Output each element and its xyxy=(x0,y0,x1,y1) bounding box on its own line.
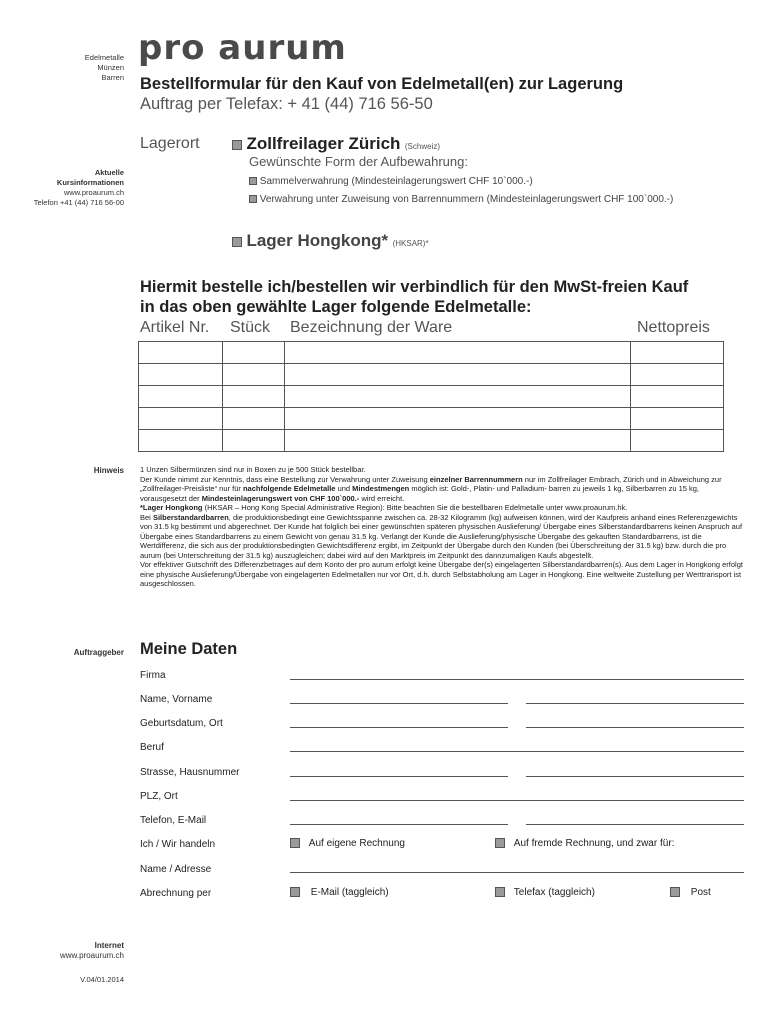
price-cell[interactable] xyxy=(631,364,724,386)
hinweis-label: Hinweis xyxy=(93,466,124,475)
article-cell[interactable] xyxy=(139,408,223,430)
field-street-input-1[interactable] xyxy=(290,776,508,777)
billing-email-checkbox[interactable] xyxy=(290,887,300,897)
field-birth-input-2[interactable] xyxy=(526,727,744,728)
field-phone-input-1[interactable] xyxy=(290,824,508,825)
storage-form-question: Gewünschte Form der Aufbewahrung: xyxy=(249,154,468,169)
field-name-input-1[interactable] xyxy=(290,703,508,704)
acting-other-checkbox[interactable] xyxy=(495,838,505,848)
order-heading-line-2: in das oben gewählte Lager folgende Edelmetalle: xyxy=(140,298,532,316)
rate-info-phone: Telefon +41 (44) 716 56-00 xyxy=(33,198,124,207)
sidebar-internet xyxy=(60,941,124,961)
billing-fax-option[interactable] xyxy=(495,887,595,898)
field-phone-label: Telefon, E-Mail xyxy=(140,815,207,826)
order-heading xyxy=(140,277,688,317)
article-cell[interactable] xyxy=(139,364,223,386)
field-company-input[interactable] xyxy=(290,679,744,680)
acting-own-checkbox[interactable] xyxy=(290,838,300,848)
quantity-cell[interactable] xyxy=(223,430,285,452)
article-cell[interactable] xyxy=(139,342,223,364)
field-occupation-label: Beruf xyxy=(140,742,164,753)
table-row xyxy=(139,342,724,364)
note-transfer: Vor effektiver Gutschrift des Differenzbetrages auf dem Konto der pro aurum erfolgt keine Übergabe der(s) eingelagerten Silberstandardbarren(s). Aus dem Lager in Hongkong erfolgt eine physische Auslieferung/Übergabe von eingelagerten Edelmetallen nur vor Ort, d.h. durch Selbstabholung am Lager in Hongkong. Eine weltweite Zustellung per Werttransport ist ausgeschlossen. xyxy=(140,560,743,588)
sidebar-rate-info xyxy=(34,168,124,208)
field-birth-input-1[interactable] xyxy=(290,727,508,728)
internet-label: Internet xyxy=(94,941,124,950)
sammelverwahrung-option[interactable] xyxy=(249,176,533,187)
note-silver-standard-bars: Bei Silberstandardbarren, die produktionsbedingt eine Gewichtsspanne zwischen ca. 28-32 Kilogramm (kg) aufweisen können, wird der Kaufpreis anhand eines Referenzgewichts von 31.5 kg bestimmt und abgerechnet. Der Kunde hat folglich bei einer gewünschten späteren physischen Auslieferung/ Übergabe eines Silberstandardbarrens keinen Anspruch auf Übergabe eines Standardbarrens zu einem Gewicht von genau 31.5 kg. Verlangt der Kunde die Auslieferung/physische Übergabe des gekauften Standardbarrens, ist die Wertdifferenz, die sich aus der produktionsbedingten Gewichtsdifferenz ergibt, im Zeitpunkt der Übergabe durch den Kunden (bei Überschreitung der 31.5 kg) bzw. durch die pro aurum (bei Unterschreitung der 31.5 kg) auszugleichen; dabei wird auf den Marktpreis im Zeitpunkt des dannzumaligen Kaufs abgestellt. xyxy=(140,512,743,560)
field-billing-label: Abrechnung per xyxy=(140,888,212,899)
field-name-address-input[interactable] xyxy=(290,872,744,873)
rate-info-title-1: Aktuelle xyxy=(94,168,124,177)
description-cell[interactable] xyxy=(285,430,631,452)
sammelverwahrung-checkbox[interactable] xyxy=(249,177,257,185)
hongkong-label: Lager Hongkong* xyxy=(246,231,389,250)
table-row xyxy=(139,364,724,386)
zurich-note: (Schweiz) xyxy=(404,142,441,151)
auftraggeber-label: Auftraggeber xyxy=(73,648,124,657)
field-phone-input-2[interactable] xyxy=(526,824,744,825)
note-bar-numbers: Der Kunde nimmt zur Kenntnis, dass eine Bestellung zur Verwahrung unter Zuweisung einzelner Barrennummern nur im Zollfreilager Embrach, Zürich und in Abweichung zur „Zollfreilager-Preisliste“ nur für nachfolgende Edelmetalle und Mindestmengen möglich ist: Gold-, Platin- und Palladium- barren zu jeweils 1 kg, Silberbarren zu 15 kg, vorausgesetzt der Mindesteinlagerungswert von CHF 100`000.- wird erreicht. xyxy=(140,474,722,503)
field-birth-label: Geburtsdatum, Ort xyxy=(140,718,223,729)
acting-other-label: Auf fremde Rechnung, und zwar für: xyxy=(513,838,675,849)
column-description: Bezeichnung der Ware xyxy=(290,319,453,336)
column-quantity: Stück xyxy=(230,319,271,336)
field-street-label: Strasse, Hausnummer xyxy=(140,767,240,778)
price-cell[interactable] xyxy=(631,342,724,364)
hongkong-note: (HKSAR)* xyxy=(392,239,429,248)
pro-aurum-logo: pro aurum xyxy=(138,28,347,68)
description-cell[interactable] xyxy=(285,364,631,386)
fax-subtitle: Auftrag per Telefax: + 41 (44) 716 56-50 xyxy=(140,95,433,113)
billing-email-option[interactable] xyxy=(290,887,389,898)
description-cell[interactable] xyxy=(285,342,631,364)
table-row xyxy=(139,386,724,408)
field-name-input-2[interactable] xyxy=(526,703,744,704)
barrennummern-checkbox[interactable] xyxy=(249,195,257,203)
field-name-label: Name, Vorname xyxy=(140,694,213,705)
product-coins: Münzen xyxy=(97,63,124,72)
note-silver-coins: 1 Unzen Silbermünzen sind nur in Boxen zu je 500 Stück bestellbar. xyxy=(140,465,366,474)
hongkong-option[interactable] xyxy=(232,231,429,251)
barrennummern-label: Verwahrung unter Zuweisung von Barrennummern (Mindesteinlagerungswert CHF 100`000.-) xyxy=(259,194,674,205)
table-row xyxy=(139,408,724,430)
customer-heading: Meine Daten xyxy=(140,640,238,658)
field-company-label: Firma xyxy=(140,670,166,681)
acting-own-label: Auf eigene Rechnung xyxy=(308,838,405,849)
field-acting-label: Ich / Wir handeln xyxy=(140,839,216,850)
billing-fax-label: Telefax (taggleich) xyxy=(513,887,595,898)
rate-info-title-2: Kursinformationen xyxy=(56,178,124,187)
billing-fax-checkbox[interactable] xyxy=(495,887,505,897)
price-cell[interactable] xyxy=(631,430,724,452)
order-heading-line-1: Hiermit bestelle ich/bestellen wir verbindlich für den MwSt-freien Kauf xyxy=(140,278,689,296)
quantity-cell[interactable] xyxy=(223,408,285,430)
zurich-checkbox[interactable] xyxy=(232,140,242,150)
quantity-cell[interactable] xyxy=(223,386,285,408)
acting-own-option[interactable] xyxy=(290,838,405,849)
column-net-price: Nettopreis xyxy=(637,319,710,336)
page-title: Bestellformular für den Kauf von Edelmetall(en) zur Lagerung xyxy=(140,75,624,93)
barrennummern-option[interactable] xyxy=(249,194,673,205)
notes-block xyxy=(140,465,744,589)
sammelverwahrung-label: Sammelverwahrung (Mindesteinlagerungswert CHF 10`000.-) xyxy=(259,176,533,187)
sidebar-products xyxy=(85,53,124,83)
hongkong-checkbox[interactable] xyxy=(232,237,242,247)
description-cell[interactable] xyxy=(285,408,631,430)
field-occupation-input[interactable] xyxy=(290,751,744,752)
product-precious-metals: Edelmetalle xyxy=(84,53,124,62)
field-street-input-2[interactable] xyxy=(526,776,744,777)
lagerort-label: Lagerort xyxy=(140,135,200,152)
field-zip-input[interactable] xyxy=(290,800,744,801)
version-label: V.04/01.2014 xyxy=(80,975,124,984)
field-zip-label: PLZ, Ort xyxy=(140,791,178,802)
product-bars: Barren xyxy=(101,73,124,82)
quantity-cell[interactable] xyxy=(223,364,285,386)
zurich-label: Zollfreilager Zürich xyxy=(246,134,401,153)
billing-post-label: Post xyxy=(690,887,711,898)
description-cell[interactable] xyxy=(285,386,631,408)
article-cell[interactable] xyxy=(139,430,223,452)
zurich-option[interactable] xyxy=(232,134,440,154)
column-article-no: Artikel Nr. xyxy=(140,319,210,336)
field-name-address-label: Name / Adresse xyxy=(140,864,212,875)
billing-email-label: E-Mail (taggleich) xyxy=(310,887,389,898)
rate-info-website[interactable]: www.proaurum.ch xyxy=(63,188,124,197)
note-hongkong: *Lager Hongkong (HKSAR – Hong Kong Special Administrative Region): Bitte beachten Sie die bestellbaren Edelmetalle unter www.proaurum.hk. xyxy=(140,503,628,512)
table-row xyxy=(139,430,724,452)
acting-other-option[interactable] xyxy=(495,838,674,849)
billing-post-option[interactable] xyxy=(670,887,711,898)
internet-url[interactable]: www.proaurum.ch xyxy=(59,951,124,960)
quantity-cell[interactable] xyxy=(223,342,285,364)
article-cell[interactable] xyxy=(139,386,223,408)
price-cell[interactable] xyxy=(631,386,724,408)
billing-post-checkbox[interactable] xyxy=(670,887,680,897)
order-table xyxy=(138,341,724,452)
price-cell[interactable] xyxy=(631,408,724,430)
